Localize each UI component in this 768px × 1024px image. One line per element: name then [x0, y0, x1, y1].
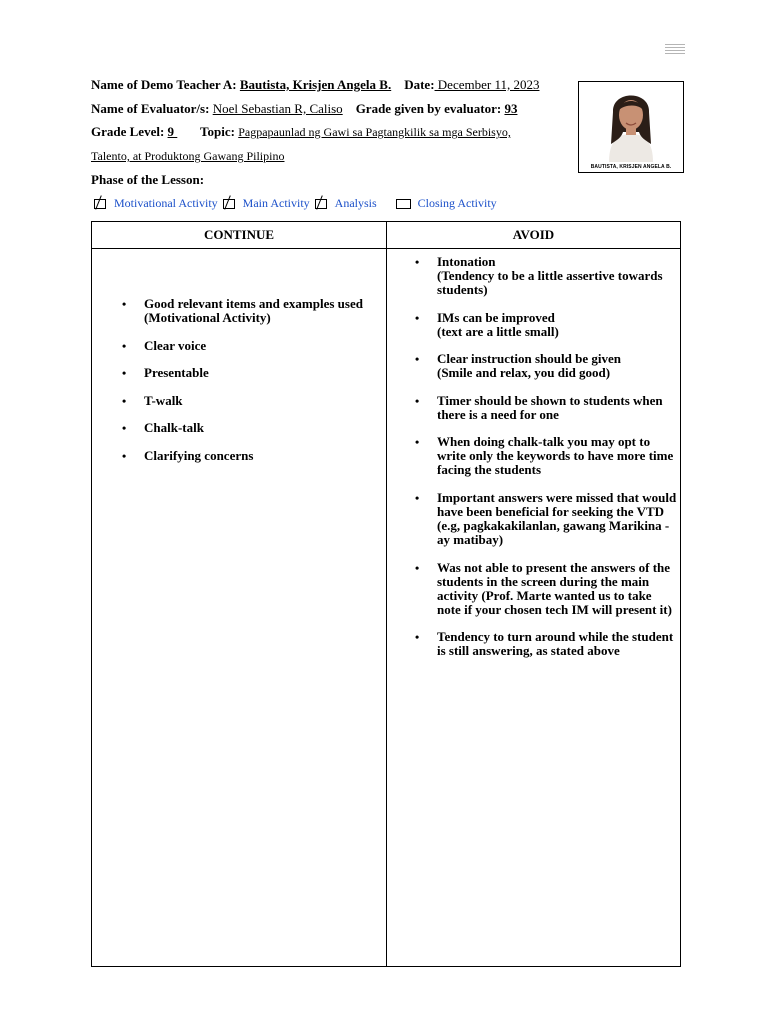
continue-header: CONTINUE: [203, 227, 275, 242]
date-label: Date:: [404, 77, 435, 92]
date-value: December 11, 2023: [434, 77, 540, 92]
list-item: • T-walk: [144, 394, 384, 408]
list-item: • Intonation (Tendency to be a little assertive towards students): [437, 255, 677, 297]
checked-checkbox-icon[interactable]: [223, 198, 237, 210]
avoid-header: AVOID: [512, 227, 555, 242]
list-item: • Clarifying concerns: [144, 449, 384, 463]
topic-label: Topic:: [200, 124, 235, 139]
phase-label-main: Main Activity: [242, 196, 310, 210]
unchecked-checkbox-icon[interactable]: [396, 198, 412, 210]
grade-given-label: Grade given by evaluator:: [355, 101, 502, 116]
teacher-portrait-image: [579, 82, 683, 162]
grade-given-value: 93: [504, 101, 518, 116]
phase-label-motivational: Motivational Activity: [114, 196, 218, 210]
phase-main-activity[interactable]: [223, 196, 310, 211]
document-menu-icon[interactable]: [665, 44, 685, 57]
list-item: • Was not able to present the answers of the students in the screen during the main activity (Prof. Marte wanted us to take note if your chosen tech IM will present it): [437, 561, 677, 617]
topic-line-1: Pagpapaunlad ng Gawi sa Pagtangkilik sa mga Serbisyo,: [238, 125, 511, 139]
grade-level-value: 9: [167, 124, 178, 139]
checked-checkbox-icon[interactable]: [315, 198, 329, 210]
phase-closing-activity[interactable]: [396, 196, 497, 211]
list-item: • Good relevant items and examples used (Motivational Activity): [144, 297, 384, 325]
list-item: • Clear voice: [144, 339, 384, 353]
continue-list: [144, 297, 384, 477]
checked-checkbox-icon[interactable]: [94, 198, 108, 210]
phase-label-closing: Closing Activity: [417, 196, 497, 210]
list-item: • Important answers were missed that would have been beneficial for seeking the VTD (e.g, pagkakakilanlan, gawang Marikina - ay matibay): [437, 491, 677, 547]
feedback-table: [91, 221, 681, 967]
list-item: • When doing chalk-talk you may opt to write only the keywords to have more time facing the students: [437, 435, 677, 477]
topic-continued-line: [91, 149, 284, 164]
grade-topic-line: [91, 124, 511, 140]
teacher-name: Bautista, Krisjen Angela B.: [239, 77, 392, 92]
list-item: • Presentable: [144, 366, 384, 380]
topic-line-2: Talento, at Produktong Gawang Pilipino: [91, 149, 285, 163]
avoid-list: [437, 255, 677, 672]
teacher-label: Name of Demo Teacher A:: [91, 77, 237, 92]
phase-motivational-activity[interactable]: [94, 196, 218, 211]
evaluator-name: Noel Sebastian R, Caliso: [212, 101, 343, 116]
evaluator-label: Name of Evaluator/s:: [91, 101, 210, 116]
grade-level-label: Grade Level:: [91, 124, 165, 139]
list-item: • Chalk-talk: [144, 421, 384, 435]
phase-label: Phase of the Lesson:: [91, 172, 205, 187]
evaluator-line: [91, 101, 517, 117]
list-item: • Clear instruction should be given (Smile and relax, you did good): [437, 352, 677, 380]
list-item: • Tendency to turn around while the student is still answering, as stated above: [437, 630, 677, 658]
teacher-line: [91, 77, 539, 93]
teacher-photo: [578, 81, 684, 173]
list-item: • IMs can be improved (text are a little small): [437, 311, 677, 339]
phase-analysis[interactable]: [315, 196, 377, 211]
lesson-phase-checkboxes: [94, 196, 502, 211]
list-item: • Timer should be shown to students when there is a need for one: [437, 394, 677, 422]
photo-caption: BAUTISTA, KRISJEN ANGELA B.: [590, 164, 672, 170]
phase-label-analysis: Analysis: [334, 196, 377, 210]
